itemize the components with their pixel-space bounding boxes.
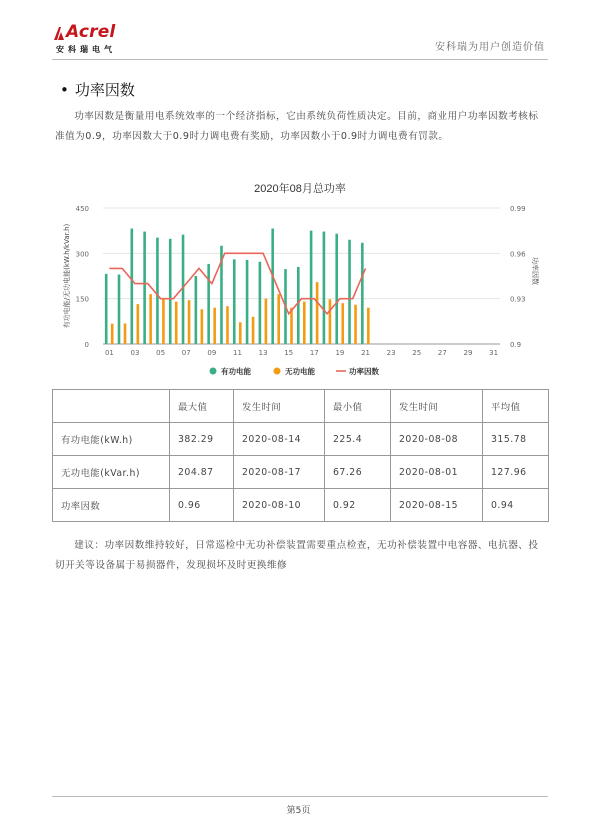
bar-reactive (367, 308, 370, 344)
bullet-icon: • (60, 81, 69, 99)
x-tick-label: 31 (489, 349, 499, 357)
bar-reactive (175, 302, 178, 344)
table-header-cell: 发生时间 (234, 390, 325, 423)
y2-tick-label: 0.93 (510, 295, 526, 304)
table-cell: 2020-08-15 (391, 489, 483, 522)
bar-active (131, 229, 134, 344)
table-cell: 382.29 (170, 423, 234, 456)
table-cell: 0.92 (325, 489, 391, 522)
x-tick-label: 15 (284, 349, 294, 357)
y2-tick-label: 0.99 (510, 205, 526, 213)
section-title (60, 79, 135, 100)
bar-reactive (149, 294, 152, 344)
y-tick-label: 0 (84, 341, 89, 349)
y2-axis-label: 功率因数 (531, 257, 539, 285)
bar-active (335, 234, 338, 344)
x-tick-label: 25 (412, 349, 422, 357)
header-slogan: 安科瑞为用户创造价值 (435, 42, 545, 53)
bar-active (207, 264, 210, 344)
bar-active (297, 267, 300, 344)
table-cell: 2020-08-14 (234, 423, 325, 456)
bar-active (310, 231, 313, 344)
y-tick-label: 450 (75, 205, 89, 213)
footer-divider (52, 796, 548, 797)
bar-reactive (290, 308, 293, 344)
bar-active (195, 276, 198, 344)
bar-active (143, 232, 146, 344)
bar-reactive (111, 324, 114, 344)
bar-active (323, 232, 326, 344)
x-tick-label: 17 (309, 349, 319, 357)
table-header-cell: 最小值 (325, 390, 391, 423)
x-tick-label: 23 (386, 349, 396, 357)
bar-reactive (124, 323, 127, 344)
y-tick-label: 300 (75, 250, 89, 259)
table-cell: 功率因数 (53, 489, 170, 522)
bar-reactive (354, 305, 357, 344)
bar-reactive (341, 303, 344, 344)
table-cell: 2020-08-10 (234, 489, 325, 522)
bar-reactive (226, 306, 229, 344)
acrel-logo-icon (52, 26, 66, 42)
bar-active (361, 243, 364, 344)
bar-active (233, 259, 236, 344)
advice-paragraph: 建议：功率因数维持较好，日常巡检中无功补偿装置需要重点检查，无功补偿装置中电容器、电抗器、投切开关等设备属于易损器件，发现损坏及时更换维修 (55, 540, 539, 571)
y-tick-label: 150 (75, 295, 89, 304)
page-number: 第5页 (286, 806, 311, 816)
table-header-cell: 发生时间 (391, 390, 483, 423)
table-row (53, 489, 549, 522)
y-axis-label: 有功电能/无功电能(kW.h/kVar.h) (63, 223, 71, 329)
y2-tick-label: 0.96 (510, 250, 526, 259)
x-tick-label: 13 (258, 349, 268, 357)
table-row (53, 423, 549, 456)
stats-table (52, 389, 549, 522)
x-tick-label: 03 (130, 349, 140, 357)
bar-active (156, 238, 159, 344)
bar-active (246, 260, 249, 344)
power-chart-svg (55, 176, 545, 386)
power-chart (55, 176, 545, 386)
bar-reactive (239, 322, 242, 344)
table-header-cell: 平均值 (483, 390, 549, 423)
bar-reactive (316, 282, 319, 344)
bar-reactive (329, 299, 332, 344)
table-cell: 2020-08-17 (234, 456, 325, 489)
legend-label: 无功电能 (285, 367, 315, 376)
bar-active (271, 229, 274, 344)
bar-reactive (162, 299, 165, 344)
legend-label: 功率因数 (349, 367, 379, 376)
bar-reactive (201, 309, 204, 344)
legend-marker (274, 368, 281, 375)
table-cell: 315.78 (483, 423, 549, 456)
table-header-row (53, 390, 549, 423)
table-cell: 204.87 (170, 456, 234, 489)
acrel-logo (52, 22, 162, 56)
bar-active (169, 239, 172, 344)
intro-paragraph: 功率因数是衡量用电系统效率的一个经济指标，它由系统负荷性质决定。目前，商业用户功率因数考核标准值为0.9，功率因数大于0.9时力调电费有奖励，功率因数小于0.9时力调电费有罚款。 (55, 111, 539, 142)
brand-subtitle: 安科瑞电气 (56, 45, 116, 54)
chart-title: 2020年08月总功率 (254, 183, 346, 195)
bar-active (259, 262, 262, 344)
brand-name: Acrel (66, 22, 116, 42)
x-tick-label: 27 (437, 349, 447, 357)
bar-active (348, 240, 351, 344)
x-tick-label: 07 (181, 349, 191, 357)
table-row (53, 456, 549, 489)
section-title-text: 功率因数 (74, 81, 135, 99)
bar-reactive (137, 304, 140, 344)
power-factor-line (109, 253, 365, 313)
table-cell: 0.96 (170, 489, 234, 522)
bar-reactive (277, 294, 280, 344)
table-header-cell: 最大值 (170, 390, 234, 423)
bar-reactive (188, 300, 191, 344)
table-cell: 0.94 (483, 489, 549, 522)
table-cell: 有功电能(kW.h) (53, 423, 170, 456)
x-tick-label: 05 (156, 349, 166, 357)
x-tick-label: 01 (104, 349, 114, 357)
x-tick-label: 11 (233, 349, 242, 357)
table-cell: 127.96 (483, 456, 549, 489)
x-tick-label: 09 (207, 349, 217, 357)
bar-reactive (265, 299, 268, 344)
bar-reactive (213, 308, 216, 344)
table-header-cell (53, 390, 170, 423)
y2-tick-label: 0.9 (510, 341, 522, 349)
bar-reactive (252, 317, 255, 344)
table-cell: 225.4 (325, 423, 391, 456)
bar-active (105, 274, 108, 344)
table-cell: 67.26 (325, 456, 391, 489)
x-tick-label: 29 (463, 349, 473, 357)
header-divider (52, 59, 548, 60)
table-cell: 2020-08-08 (391, 423, 483, 456)
legend-label: 有功电能 (221, 367, 251, 376)
table-cell: 2020-08-01 (391, 456, 483, 489)
x-tick-label: 19 (335, 349, 345, 357)
bar-active (118, 274, 121, 344)
table-cell: 无功电能(kVar.h) (53, 456, 170, 489)
bar-reactive (303, 302, 306, 344)
x-tick-label: 21 (361, 349, 370, 357)
legend-marker (210, 368, 217, 375)
